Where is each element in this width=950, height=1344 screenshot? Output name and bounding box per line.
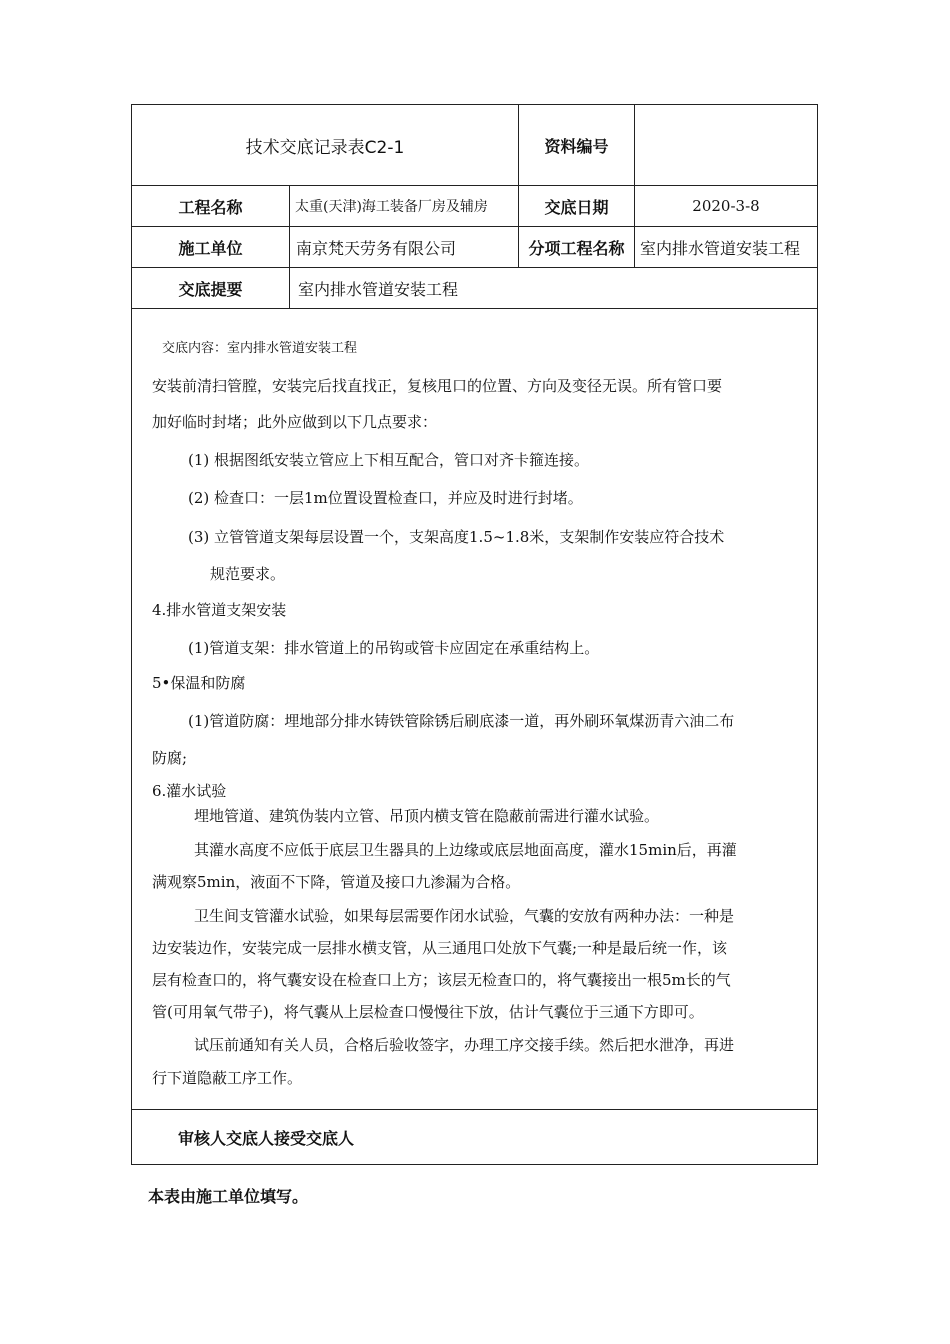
doc-no-label: 资料编号 [544,136,609,156]
content-line: 加好临时封堵；此外应做到以下几点要求： [152,413,438,431]
unit-value: 南京梵天劳务有限公司 [296,238,457,258]
content-line: (1) 根据图纸安装立管应上下相互配合，管口对齐卡箍连接。 [188,451,590,469]
content-heading: 交底内容：室内排水管道安装工程 [162,341,358,356]
date-label: 交底日期 [544,197,609,217]
briefing-content [132,309,817,1109]
summary-label: 交底提要 [178,279,243,299]
summary-value: 室内排水管道安装工程 [298,279,459,299]
doc-no-value [635,105,817,185]
content-line: 埋地管道、建筑伪装内立管、吊顶内横支管在隐蔽前需进行灌水试验。 [194,807,660,825]
content-line: 4.排水管道支架安装 [152,601,287,619]
content-line: (1)管道支架：排水管道上的吊钩或管卡应固定在承重结构上。 [188,639,600,657]
signature-row: 审核人交底人接受交底人 [178,1128,355,1148]
content-line: (3) 立管管道支架每层设置一个，支架高度1.5~1.8米，支架制作安装应符合技术 [188,528,725,546]
footer-note: 本表由施工单位填写。 [148,1187,309,1206]
project-value: 太重(天津)海工装备厂房及辅房 [295,199,488,215]
content-line: 行下道隐蔽工序工作。 [152,1069,303,1087]
content-line: 管(可用氧气带子)，将气囊从上层检查口慢慢往下放，估计气囊位于三通下方即可。 [152,1003,704,1021]
content-line: 规范要求。 [210,565,286,583]
content-line: 6.灌水试验 [152,782,227,800]
sub-project-label: 分项工程名称 [528,238,625,258]
content-line: 卫生间支管灌水试验，如果每层需要作闭水试验，气囊的安放有两种办法：一种是 [194,907,735,925]
content-line: 安装前清扫管膛，安装完后找直找正，复核甩口的位置、方向及变径无误。所有管口要 [152,377,723,395]
content-line: 其灌水高度不应低于底层卫生器具的上边缘或底层地面高度，灌水15min后，再灌 [194,841,737,859]
content-line: 满观察5min，液面不下降，管道及接口九渗漏为合格。 [152,873,521,891]
sub-project-value: 室内排水管道安装工程 [640,238,801,258]
content-line: 防腐; [152,749,188,767]
content-line: 层有检查口的，将气囊安设在检查口上方；该层无检查口的，将气囊接出一根5m长的气 [152,971,731,989]
content-line: 试压前通知有关人员，合格后验收签字，办理工序交接手续。然后把水泄净，再进 [194,1036,735,1054]
date-value: 2020-3-8 [692,197,760,215]
content-line: 5•保温和防腐 [152,674,246,692]
content-line: (2) 检查口：一层1m位置设置检查口，并应及时进行封堵。 [188,489,583,507]
form-title: 技术交底记录表C2-1 [245,137,405,158]
unit-label: 施工单位 [178,238,243,258]
tech-briefing-form [131,104,818,1165]
project-label: 工程名称 [178,197,243,217]
content-line: (1)管道防腐：埋地部分排水铸铁管除锈后刷底漆一道，再外刷环氧煤沥青六油二布 [188,712,735,730]
content-line: 边安装边作，安装完成一层排水横支管，从三通甩口处放下气囊;一种是最后统一作，该 [152,939,728,957]
